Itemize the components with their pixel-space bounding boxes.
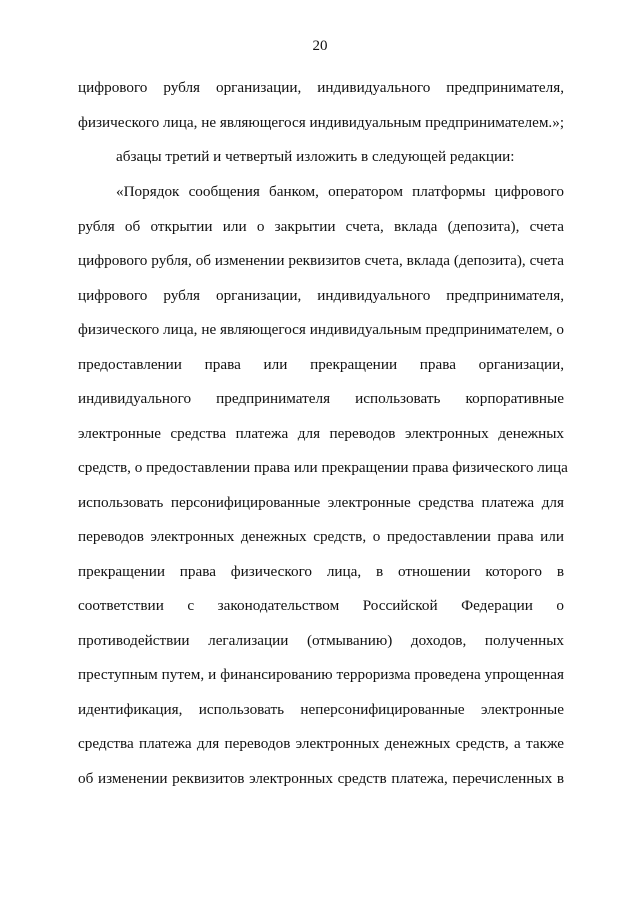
text-line: индивидуального предпринимателя использовать корпоративные — [78, 390, 564, 407]
text-line: физического лица, не являющегося индивидуальным предпринимателем, о — [78, 321, 564, 338]
text-line: соответствии с законодательством Российской Федерации о — [78, 597, 564, 614]
text-line: переводов электронных денежных средств, о предоставлении права или — [78, 528, 564, 545]
text-line: средств, о предоставлении права или прекращении права физического лица — [78, 459, 568, 476]
page-number: 20 — [312, 38, 328, 54]
text-line: противодействии легализации (отмыванию) доходов, полученных — [78, 632, 564, 649]
text-line: рубля об открытии или о закрытии счета, вклада (депозита), счета — [78, 218, 564, 235]
text-line: средства платежа для переводов электронных денежных средств, а также — [78, 735, 564, 752]
text-line: абзацы третий и четвертый изложить в следующей редакции: — [116, 148, 515, 165]
text-line: прекращении права физического лица, в отношении которого в — [78, 563, 564, 580]
text-line: использовать персонифицированные электронные средства платежа для — [78, 494, 564, 511]
text-line: цифрового рубля организации, индивидуального предпринимателя, — [78, 79, 564, 96]
text-line: об изменении реквизитов электронных средств платежа, перечисленных в — [78, 770, 564, 787]
text-line: цифрового рубля организации, индивидуального предпринимателя, — [78, 287, 564, 304]
text-line: цифрового рубля, об изменении реквизитов счета, вклада (депозита), счета — [78, 252, 564, 269]
text-line: «Порядок сообщения банком, оператором платформы цифрового — [116, 183, 564, 200]
text-line: электронные средства платежа для переводов электронных денежных — [78, 425, 564, 442]
text-line: предоставлении права или прекращении права организации, — [78, 356, 564, 373]
text-line: физического лица, не являющегося индивидуальным предпринимателем.»; — [78, 114, 565, 131]
text-line: идентификация, использовать неперсонифицированные электронные — [78, 701, 564, 718]
text-line: преступным путем, и финансированию терроризма проведена упрощенная — [78, 666, 564, 683]
